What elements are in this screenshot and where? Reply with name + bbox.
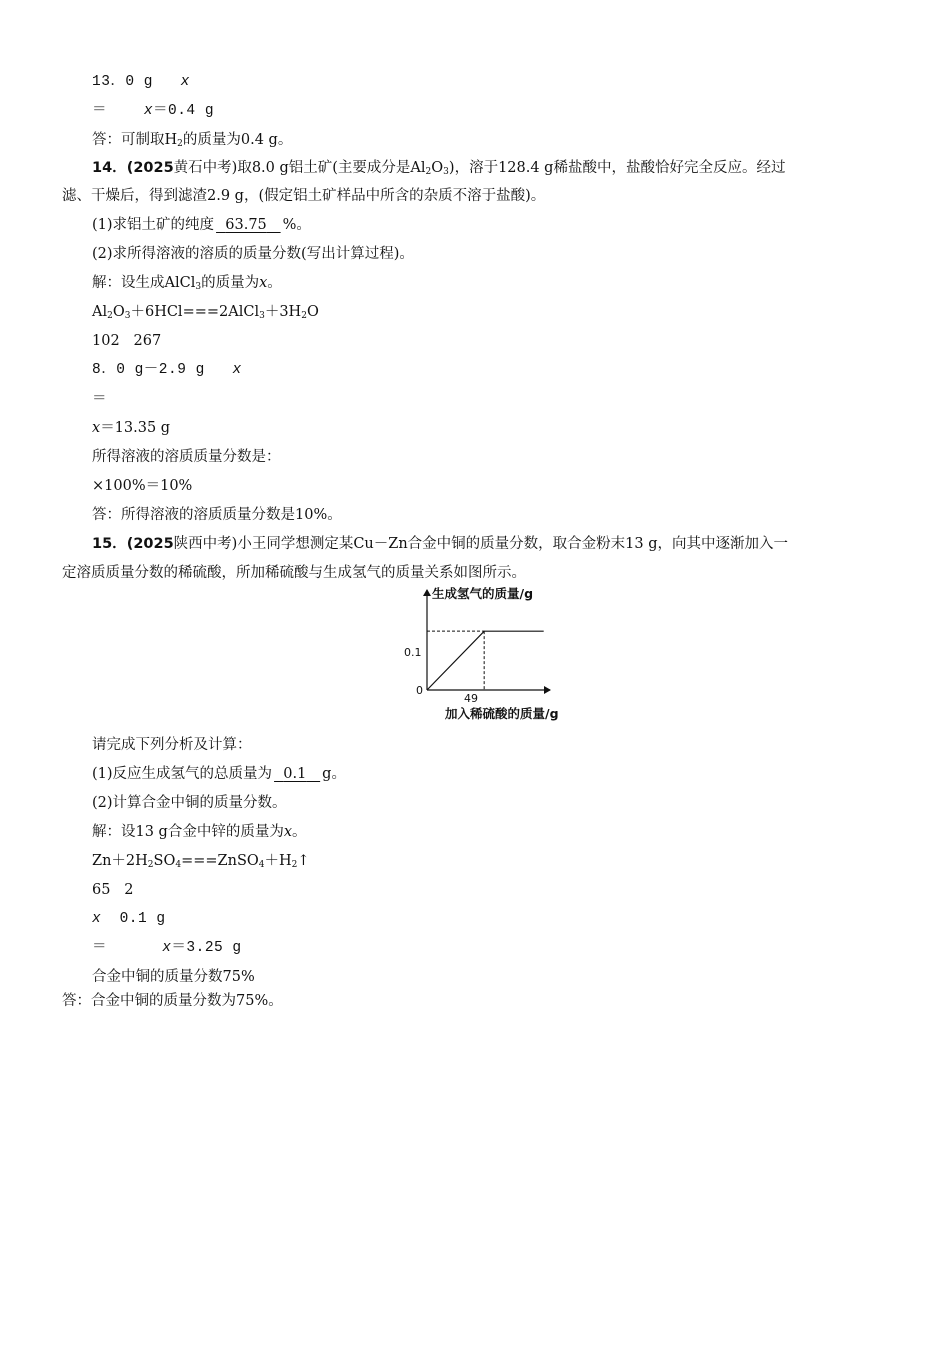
- q14-sol-a: 解：设生成AlCl: [92, 275, 196, 291]
- q15-result: [92, 938, 242, 958]
- q15-eq-s1: 2: [147, 860, 154, 870]
- q14-sub1: 2: [425, 167, 432, 177]
- q14-text1c: )，溶于128.4 g稀盐酸中，盐酸恰好完全反应。经过: [448, 160, 786, 176]
- q14-number: 14．: [92, 160, 127, 176]
- q14-part1-answer-value: 63.75: [225, 217, 267, 233]
- q15-equals: ＝: [92, 940, 107, 956]
- q14-eq-a: Al: [92, 304, 108, 320]
- q15-intro: 请完成下列分析及计算：: [92, 737, 252, 753]
- q14-eq-s4: 2: [301, 311, 307, 321]
- q15-eq-s3: 4: [258, 860, 265, 870]
- q15-eq-c: ===ZnSO: [181, 853, 259, 869]
- q15-stem-line2: 定溶质质量分数的稀硫酸，所加稀硫酸与生成氢气的质量关系如图所示。: [62, 565, 526, 581]
- q14-stem-line1: [92, 158, 785, 178]
- q13-var-x: x: [180, 74, 190, 90]
- q14-sub1b: 3: [443, 167, 449, 177]
- q15-number: 15．: [92, 536, 127, 552]
- q13-line-result: [92, 101, 214, 121]
- q14-eq-b: O: [112, 304, 125, 320]
- q14-eq-s2: 3: [124, 311, 131, 321]
- q14-eq-s3: 3: [259, 311, 265, 321]
- q14-sol-c: 。: [267, 275, 282, 291]
- q13-answer: [92, 130, 292, 150]
- q14-fraction-label: 所得溶液的溶质质量分数是：: [92, 449, 281, 465]
- q14-solution-set: [92, 273, 282, 293]
- q15-molar-masses: 65 2: [92, 882, 134, 898]
- q15-mass-var: x: [92, 911, 102, 927]
- q15-answer: 答：合金中铜的质量分数为75%。: [62, 993, 283, 1009]
- q14-molar-masses: 102 267: [92, 333, 162, 349]
- q14-mass-var: x: [232, 362, 242, 378]
- q15-eq-d: ＋H: [264, 853, 292, 869]
- q15-text1: 陕西中考)小王同学想测定某Cu－Zn合金中铜的质量分数，取合金粉末13 g，向其中逐渐加入一: [173, 536, 789, 552]
- q15-sol-var: x: [283, 824, 293, 840]
- q14-answer: 答：所得溶液的溶质质量分数是10%。: [92, 507, 342, 523]
- q15-part1-answer: [272, 766, 322, 782]
- q15-part1-answer-value: 0.1: [283, 766, 307, 782]
- q14-masses: [92, 360, 242, 380]
- q13-answer-sub: 2: [177, 139, 183, 149]
- q15-equation: [92, 851, 310, 871]
- q15-solution-set: [92, 822, 307, 842]
- q13-mass: 13．0 g: [92, 74, 154, 90]
- q15-sol-b: 。: [292, 824, 307, 840]
- q14-result: [92, 418, 170, 438]
- q15-source: (2025: [126, 536, 174, 552]
- origin-label: 0: [416, 684, 423, 697]
- q13-equals: ＝: [92, 103, 107, 119]
- q14-part2: (2)求所得溶液的溶质的质量分数(写出计算过程)。: [92, 246, 414, 262]
- q14-stem-line2: 滤、干燥后，得到滤渣2.9 g，(假定铝土矿样品中所含的杂质不溶于盐酸)。: [62, 188, 546, 204]
- q14-result-value: ＝13.35 g: [100, 420, 171, 436]
- q14-sol-sub: 3: [195, 282, 202, 292]
- q15-result-value: ＝3.25 g: [171, 940, 242, 956]
- q15-sol-a: 解：设13 g合金中锌的质量为: [92, 824, 284, 840]
- q13-result-value: ＝0.4 g: [153, 103, 215, 119]
- q15-result-var: x: [162, 940, 172, 956]
- x-axis-label: 加入稀硫酸的质量/g: [445, 706, 559, 721]
- q14-part1: [92, 215, 311, 235]
- q15-part2: (2)计算合金中铜的质量分数。: [92, 795, 287, 811]
- q15-copper-fraction: 合金中铜的质量分数75%: [92, 969, 255, 985]
- q13-result-var: x: [143, 103, 154, 119]
- q15-eq-e: ↑: [297, 853, 310, 869]
- q14-eq-d: ＋3H: [264, 304, 302, 320]
- q14-text1: 黄石中考)取8.0 g铝土矿(主要成分是Al: [173, 160, 426, 176]
- q14-part1-answer: [214, 217, 283, 233]
- q15-part1-text: (1)反应生成氢气的总质量为: [92, 766, 273, 782]
- x-tick-label: 49: [464, 692, 478, 705]
- q14-eq-e: O: [306, 304, 319, 320]
- q13-line-mass: [92, 72, 190, 92]
- q13-answer-b: 的质量为0.4 g。: [182, 132, 293, 148]
- q14-part1-text: (1)求铝土矿的纯度: [92, 217, 215, 233]
- y-axis-label: 生成氢气的质量/g: [432, 586, 534, 601]
- q14-result-var: x: [92, 420, 101, 436]
- q15-eq-b: SO: [153, 853, 176, 869]
- q14-mass-given: 8．0 g－2.9 g: [92, 362, 205, 378]
- q14-part1-unit: %。: [282, 217, 311, 233]
- q15-eq-s2: 4: [175, 860, 182, 870]
- q13-answer-a: 答：可制取H: [92, 132, 178, 148]
- q14-source: (2025: [126, 160, 174, 176]
- q14-sol-var: x: [259, 275, 268, 291]
- q15-part1: [92, 764, 346, 784]
- q15-masses: [92, 909, 166, 929]
- q14-equals: ＝: [92, 391, 107, 407]
- q15-stem-line1: [92, 534, 788, 554]
- hydrogen-mass-chart: [400, 582, 580, 722]
- q15-eq-a: Zn＋2H: [92, 853, 148, 869]
- q14-text1b: O: [431, 160, 444, 176]
- q14-eq-s1: 2: [107, 311, 113, 321]
- q14-sol-b: 的质量为: [201, 275, 260, 291]
- q14-eq-c: ＋6HCl===2AlCl: [130, 304, 260, 320]
- q15-mass-given: 0.1 g: [119, 911, 166, 927]
- q15-part1-unit: g。: [322, 766, 346, 782]
- y-tick-label: 0.1: [404, 646, 422, 659]
- q14-equation: [92, 302, 319, 322]
- q15-eq-s4: 2: [291, 860, 298, 870]
- series-line: [427, 631, 544, 690]
- q14-fraction-result: ×100%＝10%: [92, 478, 193, 494]
